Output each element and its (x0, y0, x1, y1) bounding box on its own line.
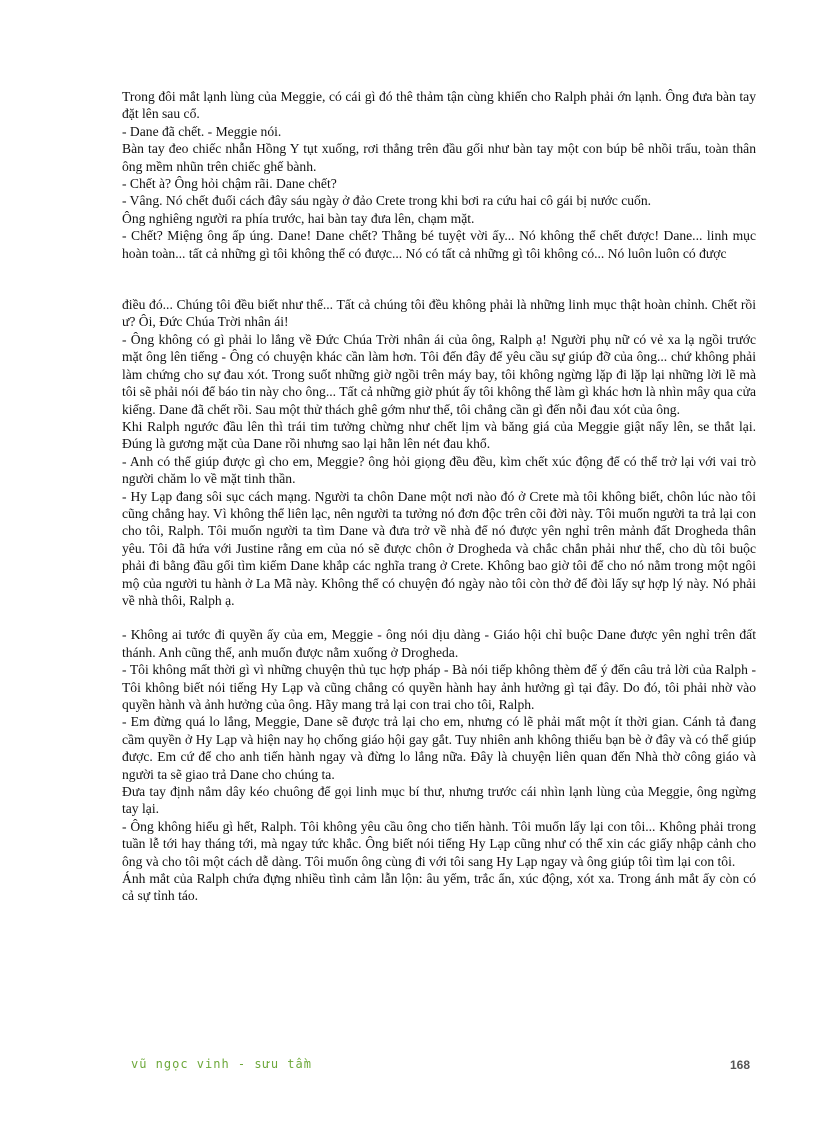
paragraph: - Tôi không mất thời gì vì những chuyện thủ tục hợp pháp - Bà nói tiếp không thèm để ý đến câu trả lời của Ralph - Tôi không biết nói tiếng Hy Lạp và cũng chẳng có quyền hành hay ảnh hưởng gì tại đây. Do đó, tôi phải nhờ vào quyền hành và ảnh hưởng của ông. Hãy mang trả lại con trai cho tôi, Ralph. (122, 662, 756, 712)
paragraph: điều đó... Chúng tôi đều biết như thế... Tất cả chúng tôi đều không phải là những linh mục thật hoàn chỉnh. Chết rồi ư? Ôi, Đức Chúa Trời nhân ái! (122, 297, 756, 330)
paragraph: Trong đôi mắt lạnh lùng của Meggie, có cái gì đó thê thảm tận cùng khiến cho Ralph phải ớn lạnh. Ông đưa bàn tay đặt lên sau cổ. (122, 89, 756, 122)
paragraph: - Em đừng quá lo lắng, Meggie, Dane sẽ được trả lại cho em, nhưng có lẽ phải mất một ít thời gian. Cánh tả đang cầm quyền ở Hy Lạp và hiện nay họ chống giáo hội gay gắt. Tuy nhiên anh không thiếu bạn bè ở đây và có thể giúp được. Em cứ để cho anh tiến hành ngay và đừng lo lắng nữa. Đây là chuyện liên quan đến Nhà thờ công giáo và người ta sẽ giao trả Dane cho chúng ta. (122, 714, 756, 782)
paragraph: Ánh mắt của Ralph chứa đựng nhiều tình cảm lẫn lộn: âu yếm, trắc ẩn, xúc động, xót xa. Trong ánh mắt ấy còn có cả sự tỉnh táo. (122, 871, 756, 904)
page-number: 168 (729, 1058, 750, 1072)
paragraph: Bàn tay đeo chiếc nhẫn Hồng Y tụt xuống, rơi thẳng trên đầu gối như bàn tay một con búp bê nhồi trấu, toàn thân ông mềm nhũn trên chiếc ghế bành. (122, 141, 756, 174)
paragraph: - Dane đã chết. - Meggie nói. (122, 123, 282, 139)
paragraph: - Anh có thể giúp được gì cho em, Meggie? ông hỏi giọng đều đều, kìm chết xúc động để có thể trở lại với vai trò người chăm lo về mặt tinh thần. (122, 453, 756, 487)
section-third (122, 626, 756, 905)
paragraph: - Hy Lạp đang sôi sục cách mạng. Người ta chôn Dane một nơi nào đó ở Crete mà tôi không biết, chôn lúc nào tôi cũng chẳng hay. Vì không thể liên lạc, nên người ta tưởng nó đơn độc trên cõi đời này. Tôi muốn người ta trả lại con cho tôi, Ralph. Tôi muốn người ta tìm Dane và đưa trở về nhà để nó được yên nghỉ trên mảnh đất Drogheda thân yêu. Tôi đã hứa với Justine rằng em của nó sẽ được chôn ở Drogheda và chắc chắn phải như thế, cho dù tôi buộc phải đi bằng đầu gối tìm kiếm Dane khắp các nghĩa trang ở Crete. Không bao giờ tôi để cho nó nằm trong một ngôi mộ của người tu hành ở La Mã này. Không thể có chuyện đó ngày nào tôi còn thở để đòi lấy sự hợp lý này. Nó phải về nhà thôi, Ralph ạ. (122, 488, 756, 608)
section-second (122, 296, 756, 609)
paragraph: - Không ai tước đi quyền ấy của em, Meggie - ông nói dịu dàng - Giáo hội chỉ buộc Dane được yên nghỉ trên đất thánh. Anh cũng thế, anh muốn được nằm xuống ở Drogheda. (122, 627, 756, 660)
paragraph: - Ông không có gì phải lo lắng về Đức Chúa Trời nhân ái của ông, Ralph ạ! Người phụ nữ có vẻ xa lạ ngồi trước mặt ông lên tiếng - Ông có chuyện khác cần làm hơn. Tôi đến đây để yêu cầu sự giúp đỡ của ông... chứ không phải làm chứng cho sự đau xót. Trong suốt những giờ ngồi trên máy bay, tôi không ngừng lặp đi lặp lại những lời lẽ mà tôi sẽ phải nói để báo tin này cho ông... Tất cả những giờ phút ấy tôi không thể làm gì khác hơn là nhìn mây qua cửa kiếng. Dane đã chết rồi. Sau một thử thách ghê gớm như thế, tôi chẳng cần gì đến nỗi đau xót của ông. (122, 331, 756, 417)
paragraph: - Chết? Miệng ông ấp úng. Dane! Dane chết? Thằng bé tuyệt vời ấy... Nó không thể chết được! Dane... linh mục hoàn toàn... tất cả những gì tôi không thể có được... Nó có tất cả những gì tôi không có... Nó luôn luôn có được (122, 228, 756, 261)
paragraph: Đưa tay định nắm dây kéo chuông để gọi linh mục bí thư, nhưng trước cái nhìn lạnh lùng của Meggie, ông ngừng tay lại. (122, 784, 756, 817)
paragraph: - Ông không hiểu gì hết, Ralph. Tôi không yêu cầu ông cho tiến hành. Tôi muốn lấy lại con tôi... Không phải trong tuần lễ tới hay tháng tới, mà ngay tức khắc. Ông biết nói tiếng Hy Lạp cũng như có thể xin các giấy nhập cảnh cho ông và cho tôi một cách dễ dàng. Tôi muốn ông cùng đi với tôi sang Hy Lạp ngay và ông giúp tôi tìm lại con tôi. (122, 818, 756, 869)
section-gap (122, 262, 756, 296)
footer-credit: vũ ngọc vinh - sưu tầm (131, 1057, 312, 1071)
section-gap (122, 609, 756, 626)
page-body (122, 88, 756, 905)
section-first (122, 88, 756, 262)
paragraph: - Chết à? Ông hỏi chậm rãi. Dane chết? (122, 176, 337, 192)
paragraph: Ông nghiêng người ra phía trước, hai bàn tay đưa lên, chạm mặt. (122, 210, 475, 226)
paragraph: Khi Ralph ngước đầu lên thì trái tim tưởng chừng như chết lịm và băng giá của Meggie giật nẩy lên, se thắt lại. Đúng là gương mặt của Dane rồi nhưng sao lại hằn lên nét đau khổ. (122, 418, 756, 452)
paragraph: - Vâng. Nó chết đuối cách đây sáu ngày ở đảo Crete trong khi bơi ra cứu hai cô gái bị nước cuốn. (122, 193, 652, 209)
